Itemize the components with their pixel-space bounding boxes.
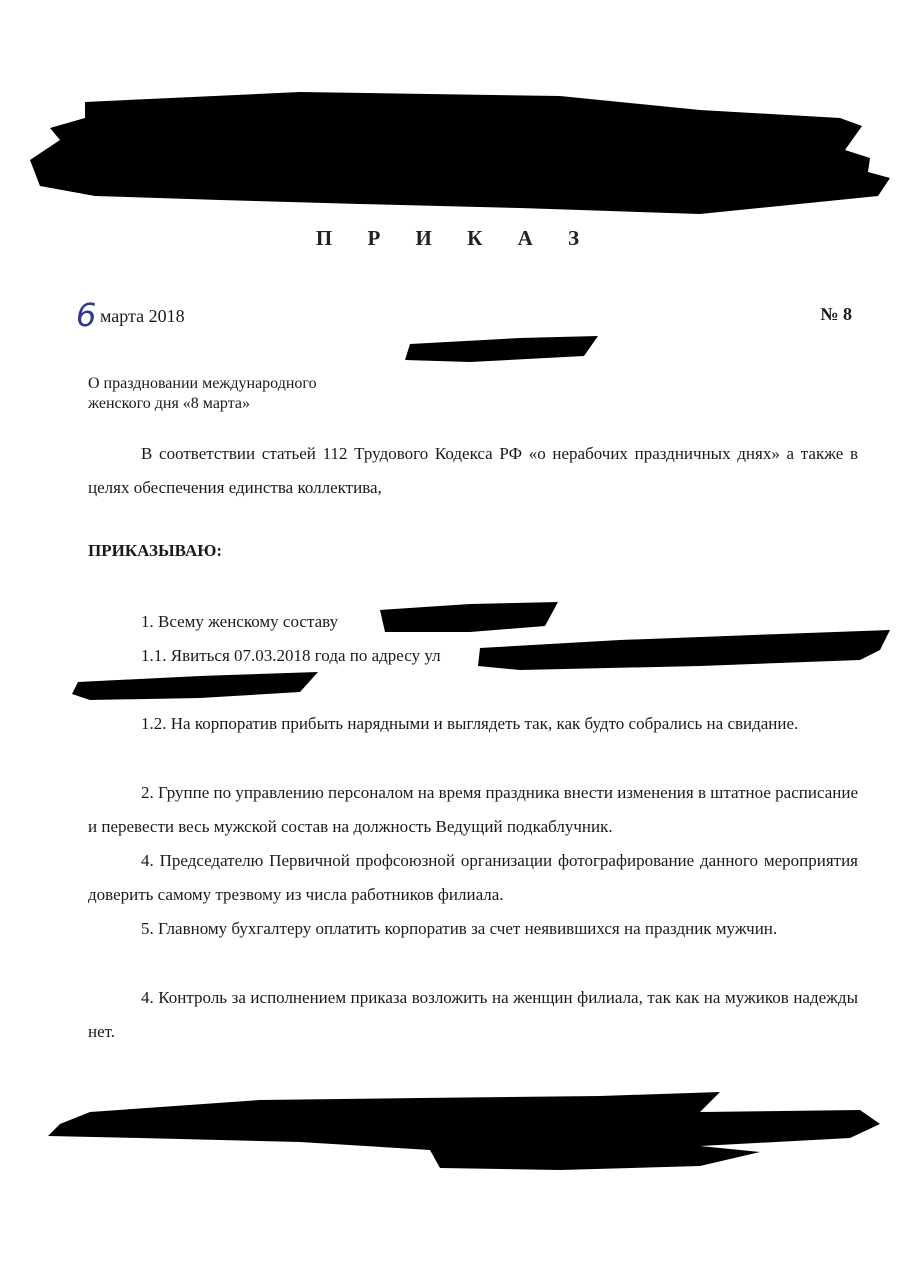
decree-heading: ПРИКАЗЫВАЮ:: [88, 541, 223, 560]
item-4a-text: 4. Председателю Первичной профсоюзной организации фотографирование данного мероприятия доверить самому трезвому из числа работников филиала.: [88, 851, 858, 904]
item-1-1-text: 1.1. Явиться 07.03.2018 года по адресу ул: [141, 646, 441, 665]
item-1-2-text: 1.2. На корпоратив прибыть нарядными и выглядеть так, как будто собрались на свидание.: [141, 714, 799, 733]
item-1-2: [88, 707, 858, 741]
item-4b-text: 4. Контроль за исполнением приказа возложить на женщин филиала, так как на мужиков надежды нет.: [88, 988, 858, 1041]
subject-line-1: О праздновании международного: [88, 375, 317, 392]
preamble-paragraph: В соответствии статьей 112 Трудового Кодекса РФ «о нерабочих праздничных днях» а также в целях обеспечения единства коллектива,: [88, 444, 858, 497]
item-5-text: 5. Главному бухгалтеру оплатить корпоратив за счет неявившихся на праздник мужчин.: [141, 919, 778, 938]
item-1: [88, 605, 858, 639]
item-4b: [88, 981, 858, 1049]
order-number: № 8: [820, 304, 852, 324]
item-2: [88, 776, 858, 844]
order-subject: [88, 374, 418, 414]
order-date: марта 2018: [100, 306, 185, 326]
date-line: [72, 298, 862, 338]
subject-line-2: женского дня «8 марта»: [88, 395, 250, 412]
item-4a: [88, 844, 858, 912]
document-title: П Р И К А З: [315, 226, 595, 250]
item-1-1: [88, 639, 858, 673]
item-5: [88, 912, 858, 946]
item-1-text: 1. Всему женскому составу: [141, 612, 339, 631]
handwritten-day: 6: [76, 296, 97, 334]
item-2-text: 2. Группе по управлению персоналом на время праздника внести изменения в штатное расписание и перевести весь мужской состав на должность Ведущий подкаблучник.: [88, 783, 858, 836]
